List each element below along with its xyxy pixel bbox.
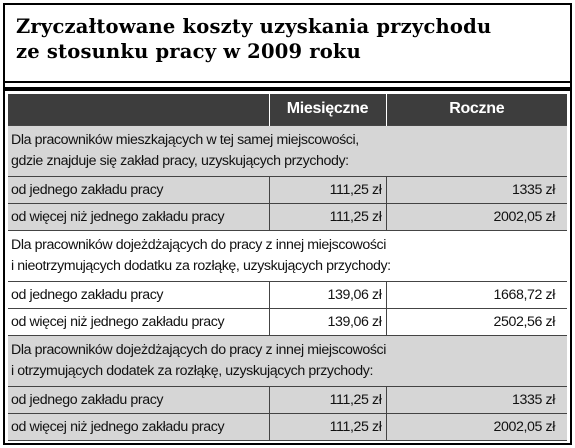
monthly-value: 111,25 zł [269,413,386,440]
annual-value: 1335 zł [386,386,567,413]
group-heading-line: i nieotrzymujących dodatku za rozłąkę, uzyskujących przychody: [11,257,391,274]
group-heading [8,125,567,176]
table-row [8,281,567,308]
group-heading [8,335,567,386]
column-header-monthly: Miesięczne [269,94,386,125]
monthly-value: 111,25 zł [269,176,386,203]
group-heading-row [8,335,567,386]
annual-value: 2002,05 zł [386,413,567,440]
group-heading-line: Dla pracowników mieszkających w tej samej miejscowości, [11,131,359,148]
table-row [8,203,567,230]
title-line-1: Zryczałtowane koszty uzyskania przychodu [16,15,492,38]
row-label: od jednego zakładu pracy [8,176,269,203]
table-header-row [8,94,567,125]
annual-value: 1668,72 zł [386,281,567,308]
monthly-value: 111,25 zł [269,386,386,413]
annual-value: 2502,56 zł [386,308,567,335]
monthly-value: 139,06 zł [269,281,386,308]
title-box [5,5,570,83]
row-label: od więcej niż jednego zakładu pracy [8,203,269,230]
row-label: od jednego zakładu pracy [8,281,269,308]
column-header-annual: Roczne [386,94,567,125]
table-top-rule [5,87,570,91]
group-heading-line: gdzie znajduje się zakład pracy, uzyskujących przychody: [11,152,349,169]
infobox-frame [3,3,572,445]
group-heading-line: Dla pracowników dojeżdżających do pracy z innej miejscowości [11,236,387,253]
annual-value: 2002,05 zł [386,203,567,230]
row-label: od więcej niż jednego zakładu pracy [8,308,269,335]
table-row [8,413,567,440]
cost-table [8,94,567,441]
group-heading-line: Dla pracowników dojeżdżających do pracy z innej miejscowości [11,341,387,358]
row-label: od jednego zakładu pracy [8,386,269,413]
annual-value: 1335 zł [386,176,567,203]
table-row [8,176,567,203]
group-heading-row [8,125,567,176]
monthly-value: 111,25 zł [269,203,386,230]
table-row [8,386,567,413]
title-line-2: ze stosunku pracy w 2009 roku [16,40,362,63]
group-heading [8,230,567,281]
table-row [8,308,567,335]
group-heading-line: i otrzymujących dodatek za rozłąkę, uzyskujących przychody: [11,362,373,379]
row-label: od więcej niż jednego zakładu pracy [8,413,269,440]
monthly-value: 139,06 zł [269,308,386,335]
group-heading-row [8,230,567,281]
column-header-category [8,94,269,125]
